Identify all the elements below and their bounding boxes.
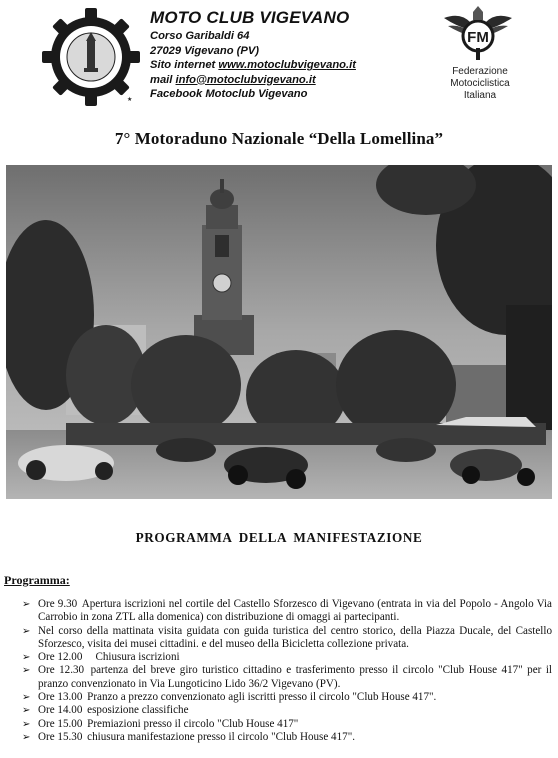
event-photo xyxy=(6,165,552,499)
website-link[interactable]: www.motoclubvigevano.it xyxy=(218,59,356,71)
item-text: chiusura manifestazione presso il circolo "Club House 417". xyxy=(87,730,356,743)
item-text: Chiusura iscrizioni xyxy=(95,651,180,664)
program-label: Programma: xyxy=(4,573,70,587)
fmi-caption-line-1: Federazione xyxy=(452,66,508,77)
arrow-bullet-icon: ➢ xyxy=(22,705,31,717)
list-item xyxy=(22,651,552,664)
list-item xyxy=(22,691,552,704)
item-time: Ore 15.30 xyxy=(38,730,83,743)
arrow-bullet-icon: ➢ xyxy=(22,692,31,704)
fmi-caption xyxy=(430,66,530,102)
list-item xyxy=(22,718,552,731)
club-address: Corso Garibaldi 64 xyxy=(150,30,250,42)
program-heading: PROGRAMMA DELLA MANIFESTAZIONE xyxy=(135,530,423,545)
list-item xyxy=(22,664,552,691)
club-name: MOTO CLUB VIGEVANO xyxy=(150,8,350,27)
item-time: Ore 12.00 xyxy=(38,651,83,664)
club-mail-line xyxy=(150,73,430,88)
item-text: Nel corso della mattinata visita guidata con guida turistica del centro storico, della Piazza Ducale, del Castello Sforzesco, visita dei musei cittadini. e del museo della Bicicletta collezione privata. xyxy=(38,624,552,650)
svg-text:FM: FM xyxy=(467,29,489,46)
item-time: Ore 12.30 xyxy=(38,664,85,677)
item-text: Premiazioni presso il circolo "Club House 417" xyxy=(87,717,299,730)
list-item xyxy=(22,598,552,625)
item-time: Ore 14.00 xyxy=(38,704,83,717)
item-time: Ore 15.00 xyxy=(38,717,83,730)
item-text: esposizione classifiche xyxy=(87,704,189,717)
club-logo xyxy=(42,8,140,106)
item-time: Ore 13.00 xyxy=(38,691,83,704)
club-facebook: Facebook Motoclub Vigevano xyxy=(150,88,308,100)
arrow-bullet-icon: ➢ xyxy=(22,652,31,664)
club-website-line xyxy=(150,58,430,73)
item-text: Apertura iscrizioni nel cortile del Castello Sforzesco di Vigevano (entrata in via del Popolo - Angolo Via Carrobio in zona ZTL alla domenica) con distribuzione di omaggi ai partecipanti. xyxy=(38,598,552,624)
fmi-logo xyxy=(440,4,516,62)
mail-prefix: mail xyxy=(150,73,173,86)
fmi-caption-line-2: Motociclistica xyxy=(450,78,510,89)
club-info xyxy=(150,8,430,102)
svg-text:★: ★ xyxy=(127,96,133,103)
program-list xyxy=(22,598,552,744)
list-item xyxy=(22,704,552,717)
item-text: partenza del breve giro turistico cittadino e trasferimento presso il circolo "Club House 417" per il pranzo convenzionato in Via Lungoticino Lido 36/2 Vigevano (PV). xyxy=(38,664,552,690)
item-text: Pranzo a prezzo convenzionato agli iscritti presso il circolo "Club House 417". xyxy=(87,691,437,704)
arrow-bullet-icon: ➢ xyxy=(22,718,31,730)
arrow-bullet-icon: ➢ xyxy=(22,599,31,610)
fmi-caption-line-3: Italiana xyxy=(463,90,497,101)
arrow-bullet-icon: ➢ xyxy=(22,731,31,743)
list-item xyxy=(22,731,552,744)
item-time: Ore 9.30 xyxy=(38,598,78,610)
club-city: 27029 Vigevano (PV) xyxy=(150,44,260,57)
event-title: 7° Motoraduno Nazionale “Della Lomellina” xyxy=(114,129,444,148)
arrow-bullet-icon: ➢ xyxy=(22,665,31,677)
list-item xyxy=(22,625,552,652)
arrow-bullet-icon: ➢ xyxy=(22,625,31,637)
mail-link[interactable]: info@motoclubvigevano.it xyxy=(175,73,316,86)
website-prefix: Sito internet xyxy=(150,59,216,71)
